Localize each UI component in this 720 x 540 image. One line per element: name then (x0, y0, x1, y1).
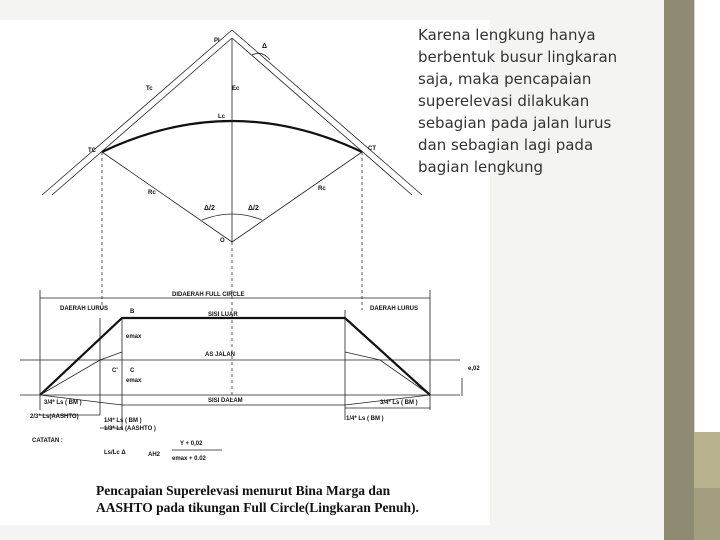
decorative-bottom-block (694, 488, 720, 540)
label-rc-left: Rc (148, 190, 156, 196)
label-point-c: C (130, 368, 135, 374)
tangent-left-inner (52, 38, 232, 195)
label-delta-half-left: Δ/2 (204, 205, 215, 212)
plan-view (42, 30, 422, 400)
tangent-right-outer (232, 30, 422, 195)
note-line1-left: Ls/Lc Δ (104, 450, 126, 456)
right-transition-line (345, 352, 430, 395)
note-block (32, 438, 222, 462)
label-centerline: AS JALAN (205, 352, 236, 358)
label-ct: CT (368, 146, 376, 152)
tangent-left-outer (42, 30, 232, 195)
left-transition-line (40, 352, 122, 395)
label-tc-tangent: Tc (146, 86, 153, 92)
label-len-right-bm2: 1/4* Ls ( BM ) (346, 416, 384, 422)
label-tc: TC (88, 148, 96, 154)
label-outer-edge: SISI LUAR (208, 312, 238, 318)
decorative-side-bar (664, 0, 694, 540)
label-emax-bottom: emax (126, 378, 142, 384)
label-delta: Δ (262, 43, 268, 50)
label-inner-edge: SISI DALAM (208, 398, 243, 404)
label-rc-right: Rc (318, 186, 326, 192)
profile-view (20, 290, 480, 432)
label-len-left-aashto: 2/3* Ls(AASHTO) (30, 414, 79, 420)
label-c-prime: C' (112, 368, 118, 374)
figure-caption-line1: Pencapaian Superelevasi menurut Bina Marga dan (96, 483, 391, 498)
delta-angle-arc (252, 53, 270, 60)
figure-caption-line2: AASHTO pada tikungan Full Circle(Lingkaran Penuh). (96, 500, 419, 515)
note-line1-eq: Y + 0,02 (180, 441, 203, 447)
slide-body-text: Karena lengkung hanya berbentuk busur lingkaran saja, maka pencapaian superelevasi dilakukan sebagian pada jalan lurus dan sebagian lagi pada bagian lengkung (418, 26, 618, 176)
tangent-right-inner (232, 38, 412, 195)
label-len-right-bm: 3/4* Ls ( BM ) (380, 400, 418, 406)
label-pi: PI (214, 38, 220, 44)
label-e-normal: e,02 (468, 366, 480, 372)
radius-left (102, 152, 232, 242)
label-straight-right: DAERAH LURUS (370, 306, 418, 312)
note-line2-left: AH2 (148, 452, 161, 458)
label-delta-half-right: Δ/2 (248, 205, 259, 212)
label-emax-top: emax (126, 334, 142, 340)
note-title: CATATAN : (32, 438, 63, 444)
superelevation-diagram (0, 20, 490, 525)
label-center: O (220, 238, 225, 244)
decorative-accent-block (694, 432, 720, 488)
note-line2-eq: emax + 0.02 (172, 456, 206, 462)
label-len-left-bm2: 1/4* Ls ( BM ) (104, 418, 142, 424)
label-point-b: B (130, 309, 135, 315)
label-len-left-bm: 3/4* Ls ( BM ) (44, 400, 82, 406)
label-lc: Lc (218, 114, 226, 120)
label-ec: Ec (232, 86, 240, 92)
label-full-circle-region: DIDAERAH FULL CIRCLE (172, 292, 245, 298)
radius-right (232, 152, 362, 242)
label-straight-left: DAERAH LURUS (60, 306, 108, 312)
decorative-side-panel (694, 0, 720, 432)
label-len-left-aashto2: 1/3* Ls (AASHTO ) (104, 426, 156, 432)
